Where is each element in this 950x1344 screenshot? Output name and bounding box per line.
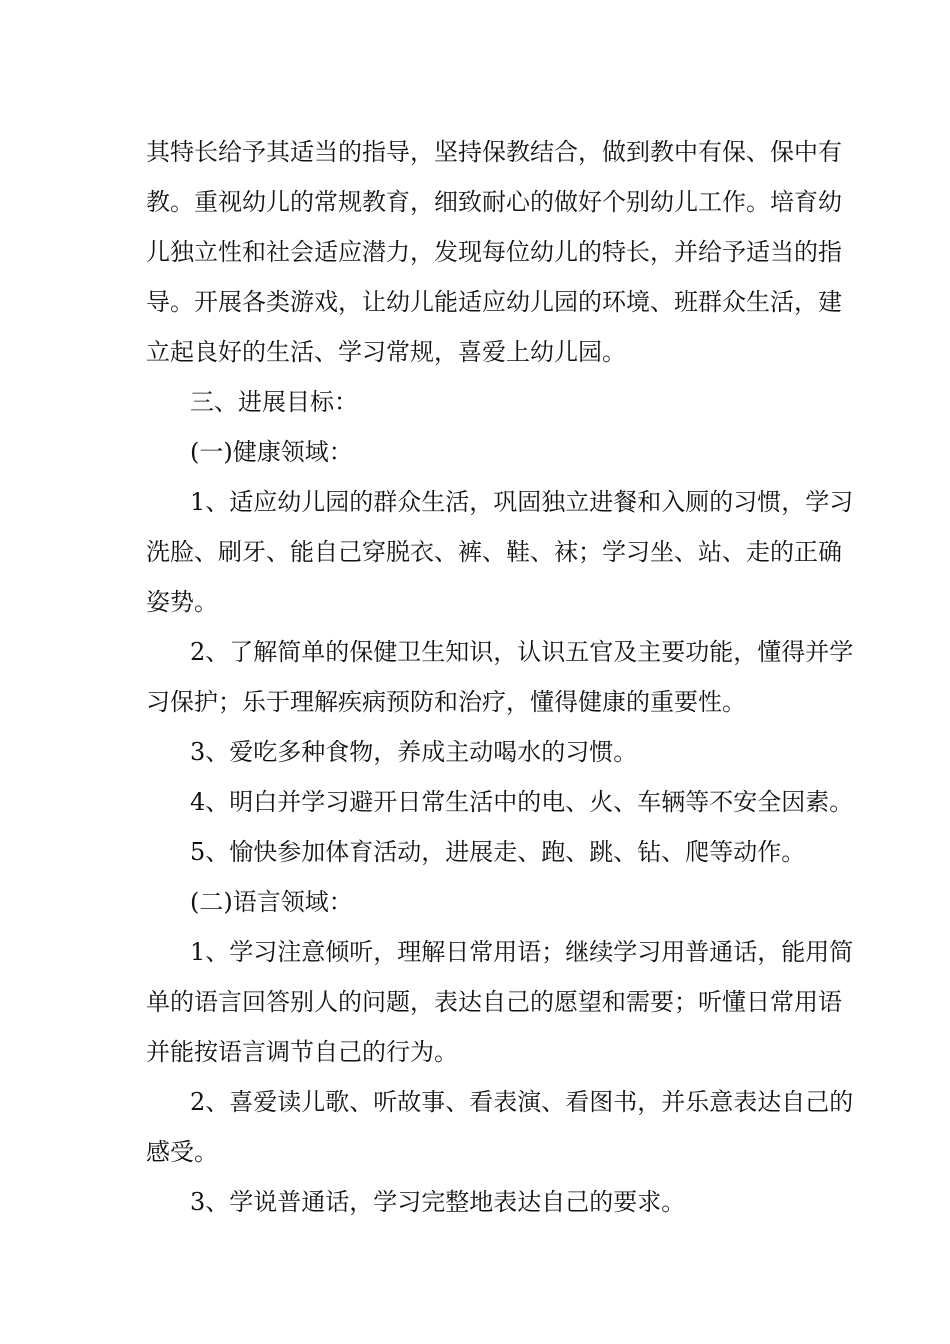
subsection-heading: (一)健康领域： [190, 438, 353, 466]
list-item: 3、学说普通话，学习完整地表达自己的要求。 [190, 1188, 686, 1216]
text-line: 并能按语言调节自己的行为。 [146, 1038, 458, 1066]
text-line: 习保护；乐于理解疾病预防和治疗，懂得健康的重要性。 [146, 688, 746, 716]
list-item: 3、爱吃多种食物，养成主动喝水的习惯。 [190, 738, 638, 766]
text-line: 导。开展各类游戏，让幼儿能适应幼儿园的环境、班群众生活，建 [146, 288, 842, 316]
text-line: 儿独立性和社会适应潜力，发现每位幼儿的特长，并给予适当的指 [146, 238, 842, 266]
text-line: 洗脸、刷牙、能自己穿脱衣、裤、鞋、袜；学习坐、站、走的正确 [146, 538, 842, 566]
text-line: 教。重视幼儿的常规教育，细致耐心的做好个别幼儿工作。培育幼 [146, 188, 842, 216]
list-item: 2、了解简单的保健卫生知识，认识五官及主要功能，懂得并学 [190, 638, 854, 666]
text-line: 单的语言回答别人的问题，表达自己的愿望和需要；听懂日常用语 [146, 988, 842, 1016]
text-line: 其特长给予其适当的指导，坚持保教结合，做到教中有保、保中有 [146, 138, 842, 166]
list-item: 2、喜爱读儿歌、听故事、看表演、看图书，并乐意表达自己的 [190, 1088, 854, 1116]
list-item: 1、学习注意倾听，理解日常用语；继续学习用普通话，能用简 [190, 938, 854, 966]
text-line: 感受。 [146, 1138, 218, 1166]
list-item: 1、适应幼儿园的群众生活，巩固独立进餐和入厕的习惯，学习 [190, 488, 854, 516]
section-heading: 三、进展目标： [190, 388, 358, 416]
text-line: 立起良好的生活、学习常规，喜爱上幼儿园。 [146, 338, 626, 366]
list-item: 4、明白并学习避开日常生活中的电、火、车辆等不安全因素。 [190, 788, 854, 816]
subsection-heading: (二)语言领域： [190, 888, 353, 916]
list-item: 5、愉快参加体育活动，进展走、跑、跳、钻、爬等动作。 [190, 838, 806, 866]
text-line: 姿势。 [146, 588, 218, 616]
